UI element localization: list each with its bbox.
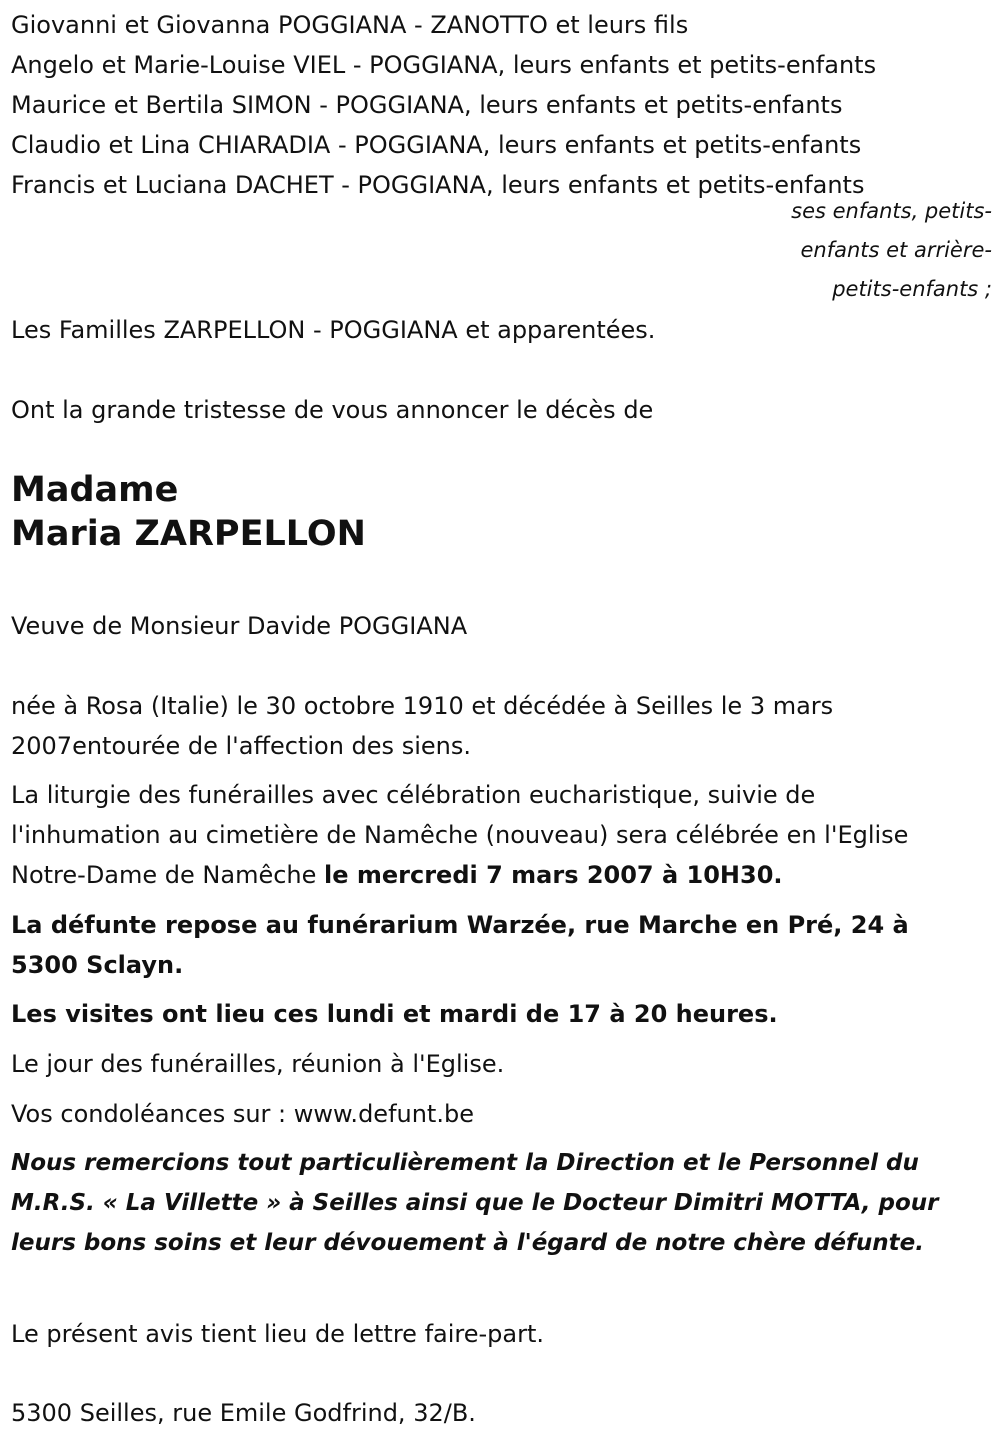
deceased-name-block: [11, 468, 366, 556]
family-line-1: Giovanni et Giovanna POGGIANA - ZANOTTO et leurs fils: [11, 11, 689, 39]
family-line-4: Claudio et Lina CHIARADIA - POGGIANA, leurs enfants et petits-enfants: [11, 131, 862, 159]
deceased-title: Madame: [11, 470, 179, 510]
notice: Le présent avis tient lieu de lettre faire-part.: [11, 1320, 545, 1348]
funerarium: La défunte repose au funérarium Warzée, rue Marche en Pré, 24 à 5300 Sclayn.: [11, 911, 909, 979]
side-note: [791, 192, 992, 309]
side-note-line-2: enfants et arrière-: [800, 238, 992, 262]
liturgy-paragraph: [11, 775, 971, 895]
condolences: Vos condoléances sur : www.defunt.be: [11, 1100, 474, 1128]
family-line-5: Francis et Luciana DACHET - POGGIANA, leurs enfants et petits-enfants: [11, 171, 865, 199]
address: 5300 Seilles, rue Emile Godfrind, 32/B.: [11, 1399, 476, 1427]
deceased-name: Maria ZARPELLON: [11, 514, 366, 554]
liturgy-text: La liturgie des funérailles avec célébration eucharistique, suivie de l'inhumation au cimetière de Namêche (nouveau) sera célébrée en l'Eglise Notre-Dame de Namêche: [11, 781, 909, 889]
obituary-document: [11, 0, 996, 1427]
widow-of: Veuve de Monsieur Davide POGGIANA: [11, 612, 468, 640]
side-note-line-3: petits-enfants ;: [832, 277, 992, 301]
visits: Les visites ont lieu ces lundi et mardi de 17 à 20 heures.: [11, 1000, 778, 1028]
liturgy-datetime: le mercredi 7 mars 2007 à 10H30.: [324, 861, 783, 889]
side-note-line-1: ses enfants, petits-: [791, 199, 992, 223]
family-line-2: Angelo et Marie-Louise VIEL - POGGIANA, leurs enfants et petits-enfants: [11, 51, 877, 79]
birth-death: née à Rosa (Italie) le 30 octobre 1910 et décédée à Seilles le 3 mars 2007entourée de l'affection des siens.: [11, 692, 834, 760]
related-families: Les Familles ZARPELLON - POGGIANA et apparentées.: [11, 316, 656, 344]
family-line-3: Maurice et Bertila SIMON - POGGIANA, leurs enfants et petits-enfants: [11, 91, 843, 119]
thanks: Nous remercions tout particulièrement la Direction et le Personnel du M.R.S. « La Villette » à Seilles ainsi que le Docteur Dimitri MOTTA, pour leurs bons soins et leur dévouement à l'égard de notre chère défunte.: [11, 1150, 939, 1256]
family-list: [11, 0, 996, 205]
meeting: Le jour des funérailles, réunion à l'Eglise.: [11, 1050, 505, 1078]
announcement: Ont la grande tristesse de vous annoncer le décès de: [11, 396, 654, 424]
